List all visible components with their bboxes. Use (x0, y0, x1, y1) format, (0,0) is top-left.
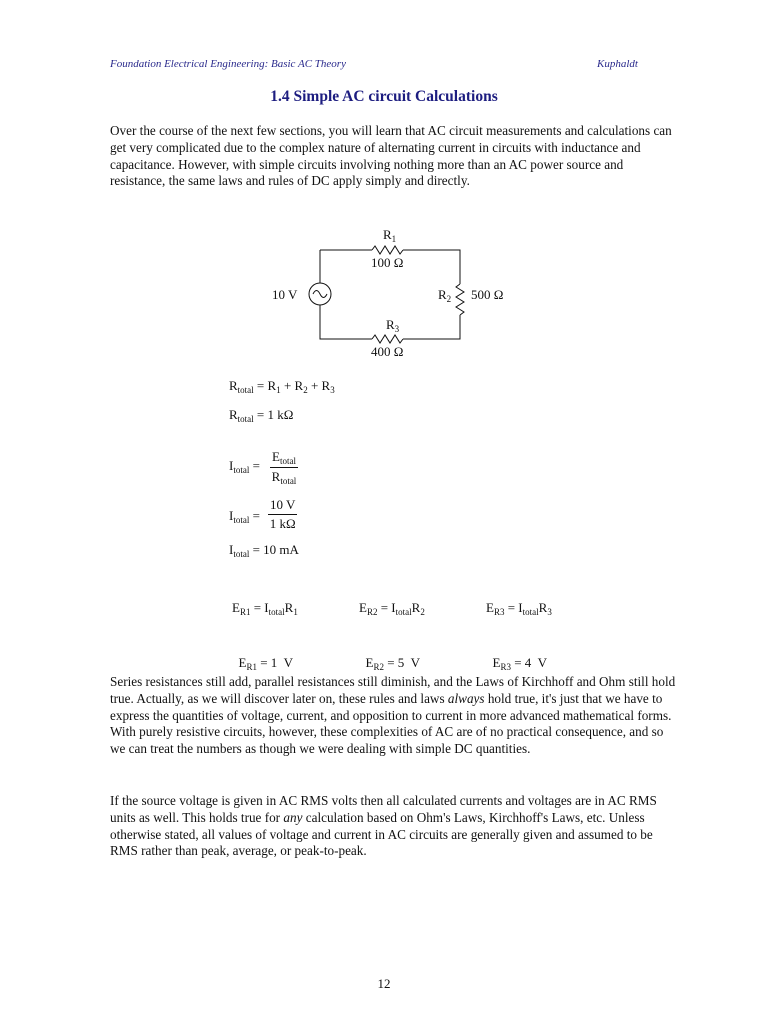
er3-formula: $E_{R3} = I_{total}R_3$ (486, 600, 552, 617)
itotal-value-equation: $I_{total} = 10$ mA (229, 542, 299, 559)
resistor-r1-symbol (372, 246, 403, 254)
itotal-fraction (270, 449, 298, 486)
intro-paragraph: Over the course of the next few sections, you will learn that AC circuit measurements and calculations can get very complicated due to the complex nature of alternating current in circuits with inductance and capacitance. However, with simple circuits involving nothing more than an AC power source and resistance, the same laws and rules of DC apply simply and directly. (110, 123, 672, 189)
wire-right-bottom (403, 315, 460, 339)
er1-value: $E_{R1} = 1$ V (238, 655, 293, 672)
r2-name: $R_2$ (438, 287, 452, 304)
r2-value: 500 Ω (471, 287, 504, 302)
er3-value: $E_{R3} = 4$ V (492, 655, 547, 672)
header-title: Foundation Electrical Engineering: Basic AC Theory (110, 58, 346, 70)
series-resistance-paragraph: Series resistances still add, parallel resistances still diminish, and the Laws of Kirchhoff and Ohm still hold true. Actually, as we will discover later on, these rules and laws always hold true, it's just that we have to express the quantities of voltage, current, and opposition to current in more advanced mathematical forms. With purely resistive circuits, however, these complexities of AC are of no practical consequence, and so we can treat the numbers as though we were dealing with simple DC quantities. (110, 674, 676, 757)
rms-paragraph: If the source voltage is given in AC RMS volts then all calculated currents and voltages are in AC RMS units as well. This holds true for any calculation based on Ohm's Laws, Kirchhoff's Laws, etc. Unless otherwise stated, all values of voltage and current in AC circuits are generally given and assumed to be RMS rather than peak, average, or peak-to-peak. (110, 793, 657, 859)
r1-name: $R_1$ (383, 227, 397, 244)
er2-formula: $E_{R2} = I_{total}R_2$ (359, 600, 425, 617)
section-title: 1.4 Simple AC circuit Calculations (270, 88, 498, 105)
rtotal-sum-equation: $R_{total} = R_1 + R_2 + R_3$ (229, 378, 335, 395)
fraction-denominator: 1 kΩ (269, 516, 296, 531)
er2-value: $E_{R2} = 5$ V (365, 655, 420, 672)
page-number: 12 (377, 976, 391, 991)
r3-value: 400 Ω (371, 344, 404, 359)
header-author: Kuphaldt (597, 58, 638, 70)
rtotal-value-equation: $R_{total} = 1$ kΩ (229, 407, 294, 424)
circuit-diagram (262, 222, 522, 362)
itotal-subst-lhs: $I_{total}$ = (229, 508, 260, 525)
r3-name: $R_3$ (386, 317, 400, 334)
r1-value: 100 Ω (371, 255, 404, 270)
fraction-numerator: $E_{total}$ (272, 449, 296, 466)
sine-wave-icon (313, 291, 327, 298)
wire-top-right (403, 250, 460, 284)
itotal-formula-lhs: $I_{total}$ = (229, 458, 260, 475)
resistor-r3-symbol (372, 335, 403, 343)
fraction-denominator: $R_{total}$ (271, 469, 297, 486)
fraction-numerator: 10 V (268, 497, 297, 515)
source-voltage-label: 10 V (272, 287, 298, 302)
itotal-subst-fraction (268, 497, 297, 532)
er1-formula: $E_{R1} = I_{total}R_1$ (232, 600, 298, 617)
wire-bottom-left (320, 305, 372, 339)
resistor-r2-symbol (456, 284, 464, 315)
